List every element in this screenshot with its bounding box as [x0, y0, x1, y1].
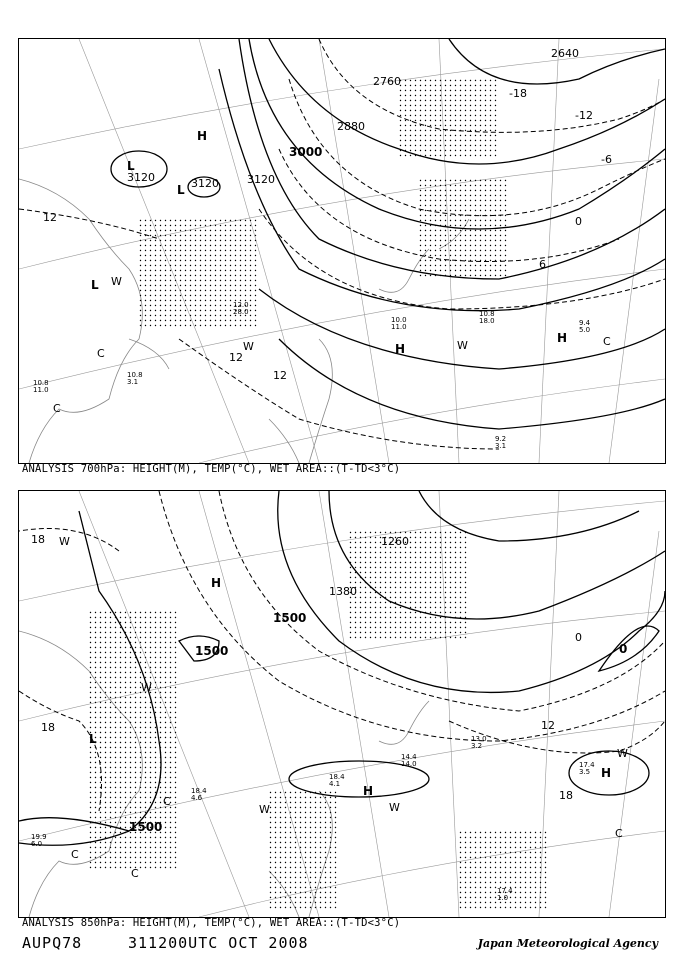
station-dewpoint: 11.0 [391, 323, 407, 331]
station-dewpoint: 3.1 [495, 442, 507, 450]
area-label: W [141, 681, 152, 694]
height-label: 2760 [373, 75, 401, 88]
station-temp: 10.8 [33, 379, 49, 387]
valid-time: 311200UTC OCT 2008 [128, 934, 309, 952]
temp-label: 0 [619, 642, 628, 656]
area-label: C [163, 795, 171, 808]
station-dewpoint: 4.1 [329, 780, 341, 788]
wet-area [139, 79, 509, 329]
station-temp: 18.4 [329, 773, 345, 781]
temp-label: -18 [509, 87, 527, 100]
area-label: W [617, 747, 628, 760]
pressure-center-label: H [197, 129, 208, 143]
area-label: C [71, 848, 79, 861]
temp-label: 12 [541, 719, 555, 732]
map-850hpa [19, 491, 665, 917]
pressure-center-label: H [363, 784, 374, 798]
temp-labels [43, 87, 612, 382]
chart-850hpa [18, 490, 666, 918]
temp-label: 18 [559, 789, 573, 802]
station-temp: 9.4 [579, 319, 591, 327]
temp-label: 6 [539, 258, 546, 271]
station-temp: 17.4 [497, 887, 513, 895]
station-dewpoint: 14.0 [401, 760, 417, 768]
wet-area [89, 531, 549, 911]
station-dewpoint: 3.2 [471, 742, 483, 750]
caption-850hpa: ANALYSIS 850hPa: HEIGHT(M), TEMP(°C), WET AREA::(T-TD<3°C) [22, 917, 401, 929]
height-label: 1260 [381, 535, 409, 548]
station-dewpoint: 3.5 [579, 768, 591, 776]
station-dewpoint: 18.0 [479, 317, 495, 325]
area-label: W [111, 275, 122, 288]
height-label: 2880 [337, 120, 365, 133]
station-dewpoint: 28.0 [233, 308, 249, 316]
area-label: C [53, 402, 61, 415]
temp-label: -6 [601, 153, 612, 166]
temp-label: 12 [273, 369, 287, 382]
station-temp: 10.8 [479, 310, 495, 318]
map-700hpa [19, 39, 665, 463]
coastlines [19, 631, 429, 917]
area-label: W [59, 535, 70, 548]
station-temp: 10.0 [391, 316, 407, 324]
area-label: C [97, 347, 105, 360]
temp-label: 18 [31, 533, 45, 546]
station-temp: 10.8 [127, 371, 143, 379]
height-label: 1380 [329, 585, 357, 598]
height-label: 3120 [127, 171, 155, 184]
temp-contours [19, 39, 665, 449]
height-label: 1500 [129, 820, 163, 834]
pressure-center-label: L [127, 159, 135, 173]
temp-label: 12 [43, 211, 57, 224]
area-label: C [131, 867, 139, 880]
area-label: W [243, 340, 254, 353]
station-temp: 14.4 [401, 753, 417, 761]
temp-label: 0 [575, 631, 582, 644]
agency-name: Japan Meteorological Agency [477, 937, 658, 950]
area-label: C [615, 827, 623, 840]
pressure-center-label: L [91, 278, 99, 292]
station-temp: 13.0 [471, 735, 487, 743]
product-code: AUPQ78 [22, 934, 83, 952]
pressure-center-label: L [177, 183, 185, 197]
temp-label: -12 [575, 109, 593, 122]
station-temp: 9.2 [495, 435, 507, 443]
station-dewpoint: 1.0 [497, 894, 509, 902]
height-label: 3120 [191, 177, 219, 190]
temp-label: 0 [575, 215, 582, 228]
area-label: W [259, 803, 270, 816]
station-dewpoint: 11.0 [33, 386, 49, 394]
chart-700hpa [18, 38, 666, 464]
station-temp: 17.4 [579, 761, 595, 769]
height-label: 2640 [551, 47, 579, 60]
pressure-center-label: H [211, 576, 222, 590]
area-label: W [389, 801, 400, 814]
caption-700hpa: ANALYSIS 700hPa: HEIGHT(M), TEMP(°C), WET AREA::(T-TD<3°C) [22, 463, 401, 475]
pressure-center-label: H [557, 331, 568, 345]
station-dewpoint: 6.0 [31, 840, 43, 848]
height-label: 3000 [289, 145, 323, 159]
graticule [19, 39, 665, 463]
pressure-center-label: L [89, 732, 97, 746]
station-dewpoint: 4.6 [191, 794, 203, 802]
area-label: C [603, 335, 611, 348]
height-label: 3120 [247, 173, 275, 186]
temp-label: 12 [229, 351, 243, 364]
station-temp: 18.4 [191, 787, 207, 795]
pressure-center-label: H [395, 342, 406, 356]
height-label: 1500 [195, 644, 229, 658]
station-temp: 12.0 [233, 301, 249, 309]
height-labels [127, 47, 579, 190]
pressure-center-label: H [601, 766, 612, 780]
station-dewpoint: 5.0 [579, 326, 591, 334]
area-label: W [457, 339, 468, 352]
station-temp: 19.9 [31, 833, 47, 841]
temp-label: 18 [41, 721, 55, 734]
station-dewpoint: 3.1 [127, 378, 139, 386]
height-label: 1500 [273, 611, 307, 625]
